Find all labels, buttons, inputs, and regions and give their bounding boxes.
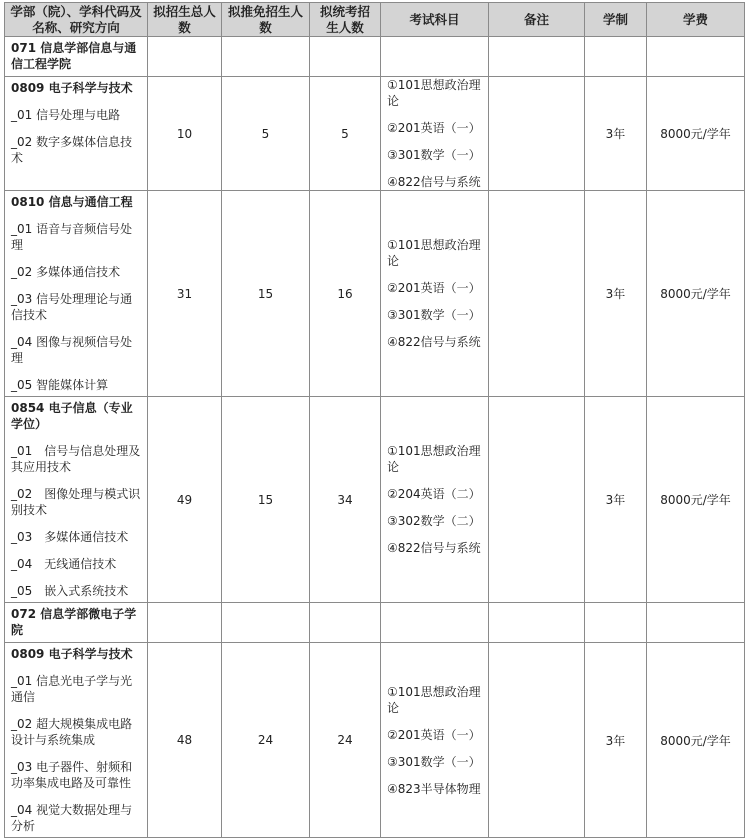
direction-item: _01 语音与音频信号处理: [11, 222, 133, 252]
direction-item: _04 视觉大数据处理与分析: [11, 803, 133, 833]
subject-item: ①101思想政治理论: [387, 78, 481, 108]
direction-item: _04 无线通信技术: [11, 557, 117, 571]
subject-item: ④823半导体物理: [387, 781, 481, 796]
subjects-cell: [381, 643, 489, 838]
subject-item: ②204英语（二）: [387, 487, 481, 501]
subject-item: ②201英语（一）: [387, 121, 481, 135]
subject-item: ③302数学（二）: [387, 514, 481, 528]
empty-cell: [381, 603, 489, 643]
note-cell: [489, 397, 585, 603]
empty-cell: [647, 37, 745, 77]
header-exam: 拟统考招生人数: [310, 3, 381, 37]
exempt-count: 24: [222, 643, 310, 838]
direction-item: _03 电子器件、射频和功率集成电路及可靠性: [11, 760, 133, 790]
direction-item: _04 图像与视频信号处理: [11, 335, 133, 365]
subjects-cell: [381, 191, 489, 397]
major-name: 0810 信息与通信工程: [11, 195, 133, 209]
empty-cell: [310, 603, 381, 643]
header-note: 备注: [489, 3, 585, 37]
subject-item: ④822信号与系统: [387, 175, 481, 189]
subject-item: ③301数学（一）: [387, 754, 481, 769]
subjects-cell: [381, 77, 489, 191]
subjects-cell: [381, 397, 489, 603]
direction-item: _02 图像处理与模式识别技术: [11, 487, 141, 517]
total-count: 49: [148, 397, 222, 603]
direction-item: _02 超大规模集成电路设计与系统集成: [11, 717, 133, 747]
major-cell: [5, 77, 148, 191]
direction-item: _01 信号与信息处理及其应用技术: [11, 444, 141, 474]
direction-item: _05 智能媒体计算: [11, 378, 109, 392]
duration-cell: 3年: [585, 397, 647, 603]
admissions-table: [4, 2, 745, 838]
major-name: 0809 电子科学与技术: [11, 81, 133, 95]
direction-item: _01 信息光电子学与光通信: [11, 674, 133, 704]
section-title: 072 信息学部微电子学院: [5, 603, 148, 643]
exempt-count: 15: [222, 397, 310, 603]
exam-count: 16: [310, 191, 381, 397]
duration-cell: 3年: [585, 191, 647, 397]
empty-cell: [489, 603, 585, 643]
exam-count: 34: [310, 397, 381, 603]
subject-item: ①101思想政治理论: [387, 238, 481, 268]
subject-item: ②201英语（一）: [387, 727, 481, 742]
empty-cell: [489, 37, 585, 77]
section-row: [5, 603, 745, 643]
empty-cell: [222, 603, 310, 643]
major-cell: [5, 643, 148, 838]
major-row: [5, 77, 745, 191]
exam-count: 24: [310, 643, 381, 838]
subject-item: ③301数学（一）: [387, 308, 481, 322]
empty-cell: [381, 37, 489, 77]
major-name: 0809 电子科学与技术: [11, 647, 133, 661]
section-title: 071 信息学部信息与通信工程学院: [5, 37, 148, 77]
subject-item: ②201英语（一）: [387, 281, 481, 295]
subject-item: ④822信号与系统: [387, 541, 481, 555]
header-total: 拟招生总人数: [148, 3, 222, 37]
exam-count: 5: [310, 77, 381, 191]
direction-item: _01 信号处理与电路: [11, 108, 121, 122]
major-name: 0854 电子信息（专业学位）: [11, 401, 133, 431]
direction-item: _05 嵌入式系统技术: [11, 584, 129, 598]
major-row: [5, 643, 745, 838]
subject-item: ①101思想政治理论: [387, 684, 481, 715]
header-exempt: 拟推免招生人数: [222, 3, 310, 37]
header-row: [5, 3, 745, 37]
major-cell: [5, 397, 148, 603]
header-duration: 学制: [585, 3, 647, 37]
fee-cell: 8000元/学年: [647, 77, 745, 191]
duration-cell: 3年: [585, 77, 647, 191]
header-subjects: 考试科目: [381, 3, 489, 37]
empty-cell: [585, 603, 647, 643]
major-cell: [5, 191, 148, 397]
duration-cell: 3年: [585, 643, 647, 838]
fee-cell: 8000元/学年: [647, 191, 745, 397]
empty-cell: [647, 603, 745, 643]
fee-cell: 8000元/学年: [647, 397, 745, 603]
note-cell: [489, 191, 585, 397]
direction-item: _02 多媒体通信技术: [11, 265, 121, 279]
header-dept: 学部（院）、学科代码及名称、研究方向: [5, 3, 148, 37]
subject-item: ③301数学（一）: [387, 148, 481, 162]
note-cell: [489, 77, 585, 191]
direction-item: _03 多媒体通信技术: [11, 530, 129, 544]
header-fee: 学费: [647, 3, 745, 37]
direction-item: _02 数字多媒体信息技术: [11, 135, 133, 165]
total-count: 48: [148, 643, 222, 838]
exempt-count: 5: [222, 77, 310, 191]
direction-item: _03 信号处理理论与通信技术: [11, 292, 133, 322]
empty-cell: [310, 37, 381, 77]
major-row: [5, 397, 745, 603]
subject-item: ①101思想政治理论: [387, 444, 481, 474]
total-count: 10: [148, 77, 222, 191]
section-row: [5, 37, 745, 77]
empty-cell: [148, 37, 222, 77]
empty-cell: [222, 37, 310, 77]
exempt-count: 15: [222, 191, 310, 397]
empty-cell: [148, 603, 222, 643]
subject-item: ④822信号与系统: [387, 335, 481, 349]
empty-cell: [585, 37, 647, 77]
note-cell: [489, 643, 585, 838]
total-count: 31: [148, 191, 222, 397]
major-row: [5, 191, 745, 397]
fee-cell: 8000元/学年: [647, 643, 745, 838]
